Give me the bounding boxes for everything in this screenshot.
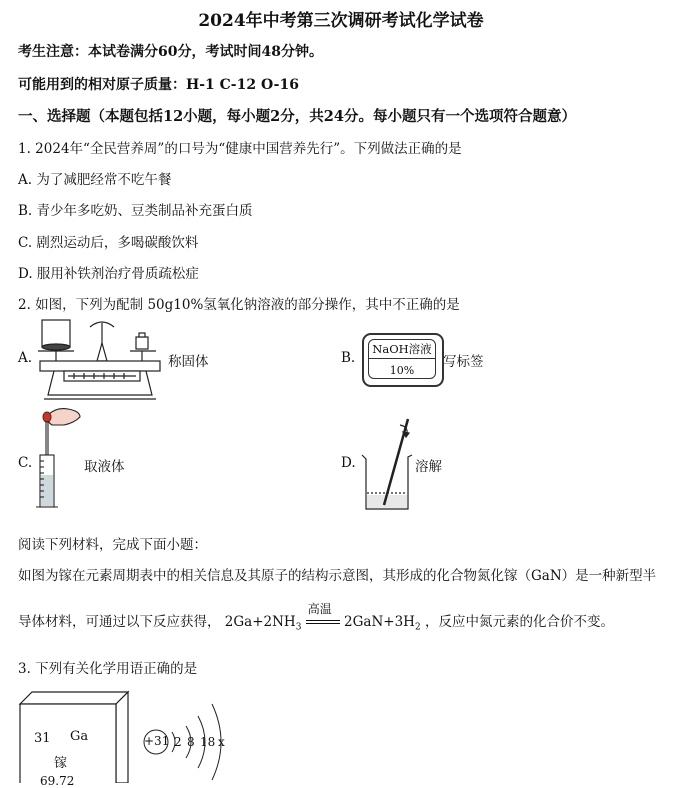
- q1-option-d: D. 服用补铁剂治疗骨质疏松症: [18, 266, 199, 282]
- reading-line-2-pre: 导体材料，可通过以下反应获得，: [18, 614, 221, 630]
- reading-line-2: [18, 601, 614, 633]
- chemical-equation: [224, 601, 421, 633]
- q3-stem: 3. 下列有关化学用语正确的是: [18, 661, 198, 677]
- section-heading: 一、选择题（本题包括12小题，每小题2分，共24分。每小题只有一个选项符合题意）: [18, 108, 576, 125]
- notice: 考生注意：本试卷满分60分，考试时间48分钟。: [18, 44, 323, 60]
- q2-option-d-letter: D.: [341, 455, 356, 471]
- equation-reactants-sub: 3: [295, 622, 302, 633]
- page-title: 2024年中考第三次调研考试化学试卷: [198, 11, 484, 31]
- q2-option-b-letter: B.: [341, 350, 356, 366]
- q1-stem: 1. 2024年“全民营养周”的口号为“健康中国营养先行”。下列做法正确的是: [18, 141, 462, 157]
- element-symbol: Ga: [70, 729, 89, 744]
- balance-figure: [34, 315, 166, 403]
- q1-option-b: B. 青少年多吃奶、豆类制品补充蛋白质: [18, 203, 253, 219]
- atom-shell-3: 18: [200, 735, 216, 749]
- equation-arrow: [306, 601, 340, 628]
- q2-option-c-caption: 取液体: [84, 459, 125, 475]
- reading-intro: 阅读下列材料，完成下面小题：: [18, 537, 207, 553]
- atomic-mass-info: 可能用到的相对原子质量：H-1 C-12 O-16: [18, 77, 299, 93]
- label-text-top: NaOH溶液: [369, 341, 435, 359]
- cylinder-dropper-figure: [34, 405, 84, 513]
- q2-option-c-letter: C.: [18, 455, 33, 471]
- element-atomic-mass: 69.72: [40, 774, 75, 788]
- atom-shell-2: 8: [187, 735, 195, 749]
- atom-nucleus-charge: +31: [144, 734, 170, 748]
- element-name: 镓: [54, 756, 68, 771]
- reading-line-2-post: ，反应中氮元素的化合价不变。: [425, 614, 614, 630]
- reagent-label-outer: [362, 333, 444, 387]
- q1-option-c: C. 剧烈运动后，多喝碳酸饮料: [18, 235, 199, 251]
- atom-shell-1: 2: [174, 735, 182, 749]
- reading-line-1: 如图为镓在元素周期表中的相关信息及其原子的结构示意图，其形成的化合物氮化镓（GaN）是一种新型半: [18, 568, 657, 584]
- equation-reactants: 2Ga+2NH: [224, 614, 296, 630]
- element-atomic-number: 31: [34, 731, 51, 746]
- q1-option-a: A. 为了减肥经常不吃午餐: [18, 172, 172, 188]
- beaker-dissolve-figure: [360, 413, 420, 513]
- equation-condition: 高温: [307, 601, 332, 616]
- equation-products-sub: 2: [414, 622, 421, 633]
- q2-option-a-letter: A.: [18, 350, 33, 366]
- q2-option-d-caption: 溶解: [415, 459, 442, 475]
- q2-option-a-caption: 称固体: [168, 354, 209, 370]
- q2-option-b-caption: 写标签: [443, 354, 484, 370]
- atom-shell-4: x: [218, 735, 225, 749]
- equation-products: 2GaN+3H: [344, 614, 415, 630]
- reagent-label-inner: [368, 339, 436, 379]
- label-text-bottom: 10%: [389, 364, 415, 377]
- q2-stem: 2. 如图，下列为配制 50g10%氢氧化钠溶液的部分操作，其中不正确的是: [18, 297, 460, 313]
